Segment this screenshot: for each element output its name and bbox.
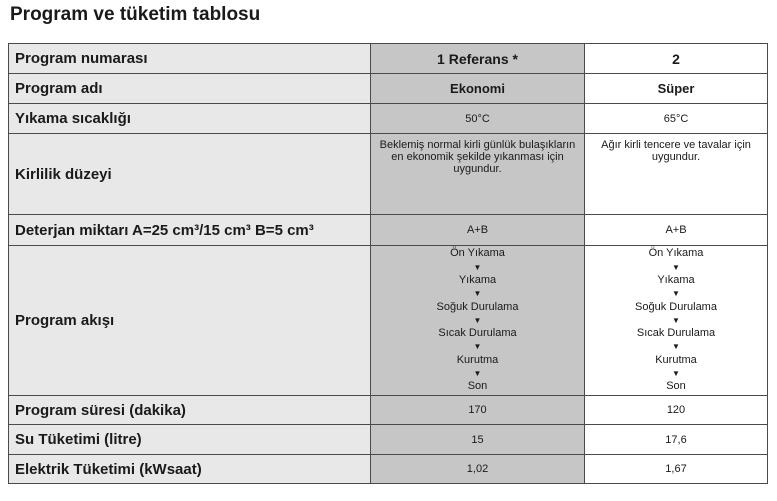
table-row-program-name bbox=[9, 74, 768, 104]
table-row-energy bbox=[9, 455, 768, 484]
program-flow-step: Kurutma bbox=[456, 353, 499, 366]
table-row-duration bbox=[9, 396, 768, 425]
row-label: Deterjan miktarı A=25 cm³/15 cm³ B=5 cm³ bbox=[9, 215, 371, 246]
row-label: Program süresi (dakika) bbox=[9, 396, 371, 425]
program-flow-step: Kurutma bbox=[655, 353, 697, 366]
table-row-detergent bbox=[9, 215, 768, 246]
cell-program-2 bbox=[585, 134, 768, 215]
cell-program-2: A+B bbox=[585, 215, 768, 246]
column-header-program-2: 2 bbox=[585, 44, 768, 74]
row-label: Program adı bbox=[9, 74, 371, 104]
table-row-program-flow bbox=[9, 246, 768, 396]
cell-program-2: 1,67 bbox=[585, 455, 768, 484]
cell-program-1: A+B bbox=[371, 215, 585, 246]
program-flow-step: Son bbox=[467, 380, 488, 393]
arrow-down-icon: ▼ bbox=[672, 369, 680, 379]
cell-program-2: 17,6 bbox=[585, 425, 768, 455]
program-flow-list bbox=[585, 247, 767, 393]
arrow-down-icon: ▼ bbox=[672, 315, 680, 325]
program-flow-step: Yıkama bbox=[458, 273, 497, 286]
page-title: Program ve tüketim tablosu bbox=[10, 4, 261, 25]
cell-program-2: 120 bbox=[585, 396, 768, 425]
column-header-program-1: 1 Referans * bbox=[371, 44, 585, 74]
table-row-water bbox=[9, 425, 768, 455]
cell-program-2: Süper bbox=[585, 74, 768, 104]
program-flow-step: Yıkama bbox=[657, 273, 695, 286]
cell-program-1: 1,02 bbox=[371, 455, 585, 484]
program-flow-step: Son bbox=[666, 380, 686, 393]
dirt-description: Ağır kirli tencere ve tavalar için uygundur. bbox=[601, 139, 751, 163]
arrow-down-icon: ▼ bbox=[473, 369, 482, 379]
arrow-down-icon: ▼ bbox=[672, 342, 680, 352]
program-flow-step: Sıcak Durulama bbox=[438, 327, 517, 340]
cell-program-1: 15 bbox=[371, 425, 585, 455]
arrow-down-icon: ▼ bbox=[473, 262, 482, 272]
program-flow-list bbox=[371, 247, 584, 393]
arrow-down-icon: ▼ bbox=[473, 315, 482, 325]
row-label: Program numarası bbox=[9, 44, 371, 74]
arrow-down-icon: ▼ bbox=[473, 342, 482, 352]
cell-program-1: Ekonomi bbox=[371, 74, 585, 104]
row-label: Yıkama sıcaklığı bbox=[9, 104, 371, 134]
program-flow-step: Sıcak Durulama bbox=[636, 327, 716, 340]
arrow-down-icon: ▼ bbox=[672, 262, 680, 272]
program-flow-step: Ön Yıkama bbox=[648, 247, 704, 260]
arrow-down-icon: ▼ bbox=[473, 289, 482, 299]
cell-program-2 bbox=[585, 246, 768, 396]
dirt-description: Beklemiş normal kirli günlük bulaşıkların en ekonomik şekilde yıkanması için uygundur. bbox=[379, 139, 576, 175]
table-row-wash-temperature bbox=[9, 104, 768, 134]
program-table bbox=[8, 43, 768, 484]
row-label: Program akışı bbox=[9, 246, 371, 396]
cell-program-1 bbox=[371, 134, 585, 215]
program-flow-step: Soğuk Durulama bbox=[635, 300, 717, 313]
row-label: Kirlilik düzeyi bbox=[9, 134, 371, 215]
cell-program-2: 65°C bbox=[585, 104, 768, 134]
program-flow-step: Soğuk Durulama bbox=[436, 300, 519, 313]
row-label: Su Tüketimi (litre) bbox=[9, 425, 371, 455]
table-row-dirt-level bbox=[9, 134, 768, 215]
program-flow-step: Ön Yıkama bbox=[450, 247, 505, 260]
cell-program-1: 50°C bbox=[371, 104, 585, 134]
row-label: Elektrik Tüketimi (kWsaat) bbox=[9, 455, 371, 484]
cell-program-1: 170 bbox=[371, 396, 585, 425]
arrow-down-icon: ▼ bbox=[672, 289, 680, 299]
cell-program-1 bbox=[371, 246, 585, 396]
table-row-program-number bbox=[9, 44, 768, 74]
